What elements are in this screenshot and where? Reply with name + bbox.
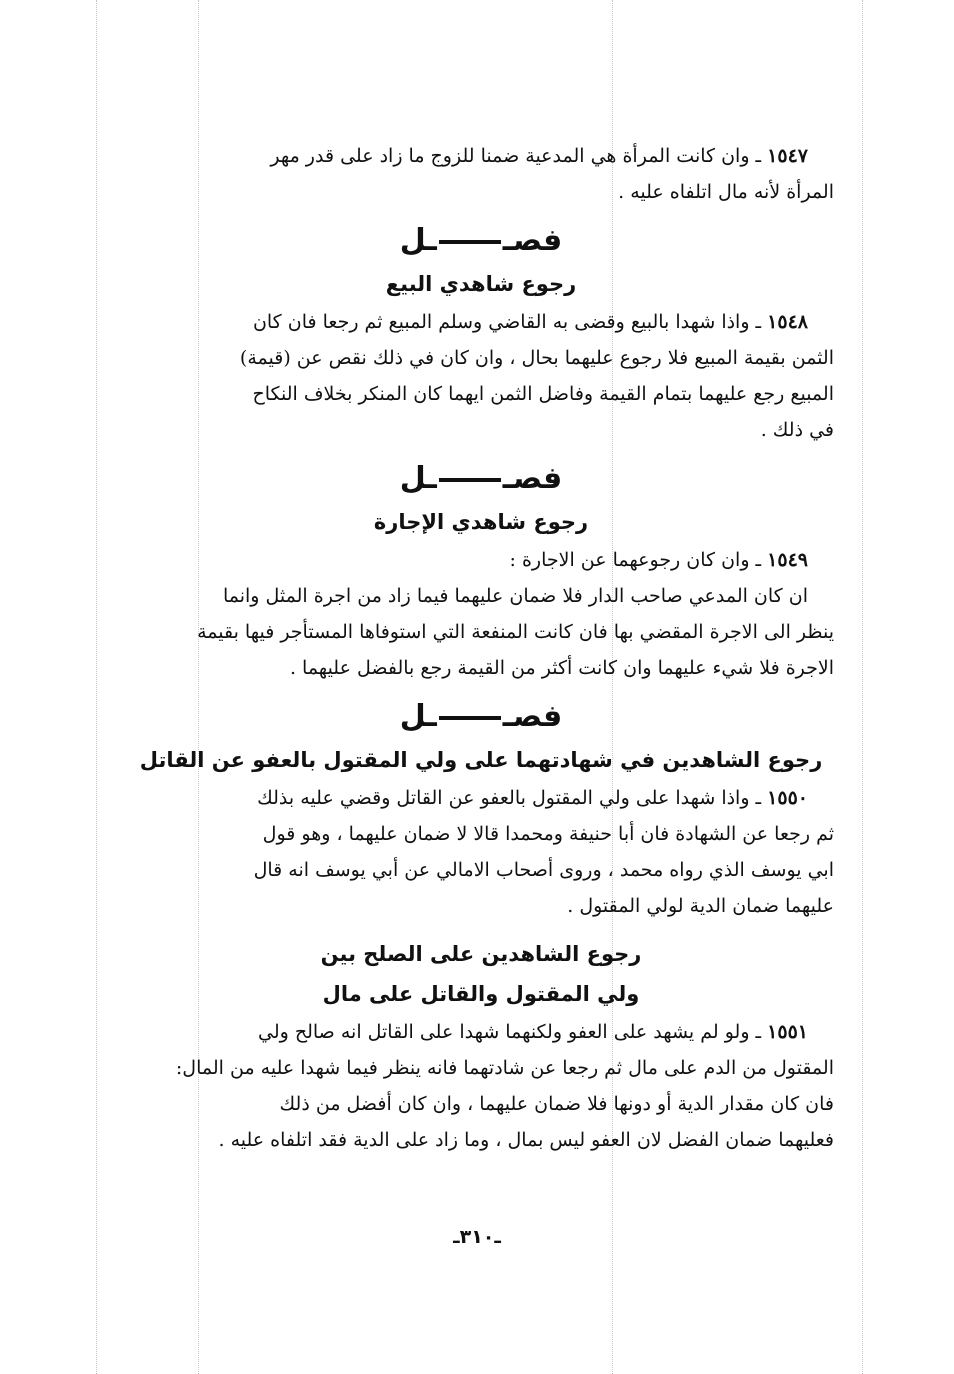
text-line: ابي يوسف الذي رواه محمد ، وروى أصحاب الامالي عن أبي يوسف انه قال: [253, 859, 834, 881]
page-number: ـ٣١٠ـ: [453, 1226, 501, 1248]
text-line: ان كان المدعي صاحب الدار فلا ضمان عليهما فيما زاد من اجرة المثل وانما: [222, 585, 808, 607]
paragraph-1548: [128, 304, 834, 340]
subsection-heading: رجوع الشاهدين في شهادتهما على ولي المقتول بالعفو عن القاتل: [139, 748, 823, 772]
text-line: ثم رجعا عن الشهادة فان أبا حنيفة ومحمدا قالا لا ضمان عليهما ، وهو قول: [262, 823, 834, 845]
subsection-heading: رجوع الشاهدين على الصلح بين: [320, 942, 642, 966]
text-line: فان كان مقدار الدية أو دونها فلا ضمان عليهما ، وان كان أفضل من ذلك: [279, 1093, 834, 1115]
paragraph-number: ١٥٤٩: [767, 549, 808, 571]
section-heading-fasl: فصــل: [399, 223, 563, 258]
paragraph-number: ١٥٤٧: [767, 145, 808, 167]
page-body: [128, 138, 834, 1158]
paragraph-1547: [128, 138, 834, 174]
paragraph-number: ١٥٥١: [767, 1021, 808, 1043]
paragraph-1549: [128, 542, 834, 578]
text-line: المرأة لأنه مال اتلفاه عليه .: [618, 181, 834, 203]
text-line: فعليهما ضمان الفضل لان العفو ليس بمال ، وما زاد على الدية فقد اتلفاه عليه .: [218, 1129, 834, 1151]
text-line: في ذلك .: [760, 419, 834, 441]
text-line: ـ واذا شهدا بالبيع وقضى به القاضي وسلم المبيع ثم رجعا فان كان: [252, 311, 762, 333]
section-heading-fasl: فصــل: [399, 699, 563, 734]
text-line: ينظر الى الاجرة المقضي بها فان كانت المنفعة التي استوفاها المستأجر فيها بقيمة: [197, 621, 834, 643]
text-line: ـ واذا شهدا على ولي المقتول بالعفو عن القاتل وقضي عليه بذلك: [257, 787, 762, 809]
text-line: ـ وان كانت المرأة هي المدعية ضمنا للزوج ما زاد على قدر مهر: [270, 145, 762, 167]
subsection-heading: رجوع شاهدي البيع: [385, 272, 577, 296]
subsection-heading: رجوع شاهدي الإجارة: [373, 510, 589, 534]
text-line: الاجرة فلا شيء عليهما وان كانت أكثر من القيمة رجع بالفضل عليهما .: [289, 657, 834, 679]
paragraph-number: ١٥٤٨: [767, 311, 808, 333]
paragraph-1551: [128, 1014, 834, 1050]
subsection-heading: ولي المقتول والقاتل على مال: [322, 982, 640, 1006]
paragraph-1550: [128, 780, 834, 816]
paragraph-number: ١٥٥٠: [767, 787, 808, 809]
text-line: ـ وان كان رجوعهما عن الاجارة :: [509, 549, 762, 571]
section-heading-fasl: فصــل: [399, 461, 563, 496]
scan-guide-line: [96, 0, 97, 1374]
text-line: المقتول من الدم على مال ثم رجعا عن شادتهما فانه ينظر فيما شهدا عليه من المال:: [175, 1057, 834, 1079]
text-line: الثمن بقيمة المبيع فلا رجوع عليهما بحال ، وان كان في ذلك نقص عن (قيمة): [239, 347, 834, 369]
text-line: ـ ولو لم يشهد على العفو ولكنهما شهدا على القاتل انه صالح ولي: [257, 1021, 762, 1043]
text-line: عليهما ضمان الدية لولي المقتول .: [567, 895, 834, 917]
text-line: المبيع رجع عليهما بتمام القيمة وفاضل الثمن ايهما كان المنكر بخلاف النكاح: [252, 383, 834, 405]
scan-guide-line: [862, 0, 863, 1374]
